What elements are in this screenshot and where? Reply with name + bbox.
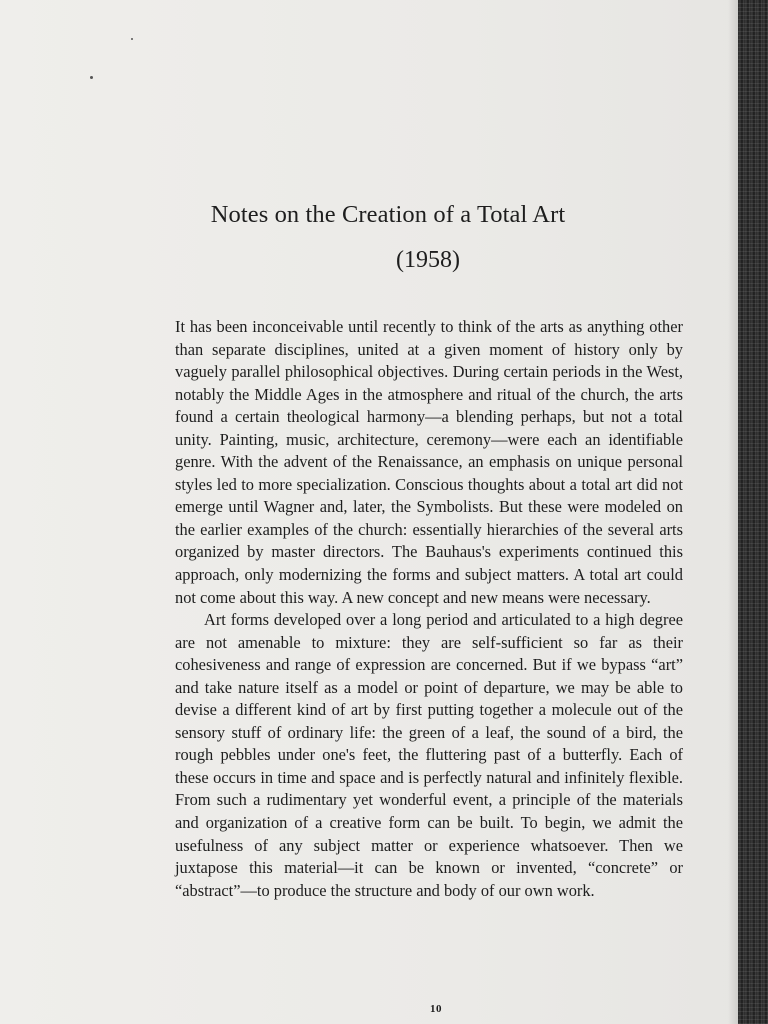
page-number bbox=[0, 1003, 768, 1015]
ink-speck bbox=[90, 76, 93, 79]
chapter-title-text: Notes on the Creation of a Total Art bbox=[210, 201, 566, 228]
chapter-year bbox=[0, 244, 768, 276]
paragraph-1: It has been inconceivable until recently to think of the arts as anything other than separate disciplines, united at a given moment of history only by vaguely parallel philosophical objectives. During certain periods in the West, notably the Middle Ages in the atmosphere and ritual of the church, the arts found a certain theological harmony—a blending perhaps, but not a total unity. Painting, music, architecture, ceremony—were each an identifiable genre. With the advent of the Renaissance, an emphasis on unique personal styles led to more specialization. Conscious thoughts about a total art did not emerge until Wagner and, later, the Symbolists. But these were modeled on the earlier examples of the church: essentially hierarchies of the several arts organized by master directors. The Bauhaus's experiments continued this approach, only modernizing the forms and subject matters. A total art could not come about this way. A new concept and new means were necessary. bbox=[175, 317, 683, 607]
body-text bbox=[175, 316, 683, 902]
chapter-title bbox=[0, 199, 768, 231]
page-number-text: 10 bbox=[430, 1003, 442, 1015]
book-spine-edge bbox=[738, 0, 768, 1024]
paragraph-2: Art forms developed over a long period and articulated to a high degree are not amenable to mixture: they are self-sufficient so far as their cohesiveness and range of expression are concerned. But if we bypass “art” and take nature itself as a model or point of departure, we may be able to devise a different kind of art by first putting together a molecule out of the sensory stuff of ordinary life: the green of a leaf, the sound of a bird, the rough pebbles under one's feet, the fluttering past of a butterfly. Each of these occurs in time and space and is perfectly natural and infinitely flexible. From such a rudimentary yet wonderful event, a principle of the materials and organization of a creative form can be built. To begin, we admit the usefulness of any subject matter or experience whatsoever. Then we juxtapose this material—it can be known or invented, “concrete” or “abstract”—to produce the structure and body of our own work. bbox=[175, 610, 683, 900]
ink-speck bbox=[131, 38, 133, 40]
chapter-year-text: (1958) bbox=[396, 247, 460, 273]
